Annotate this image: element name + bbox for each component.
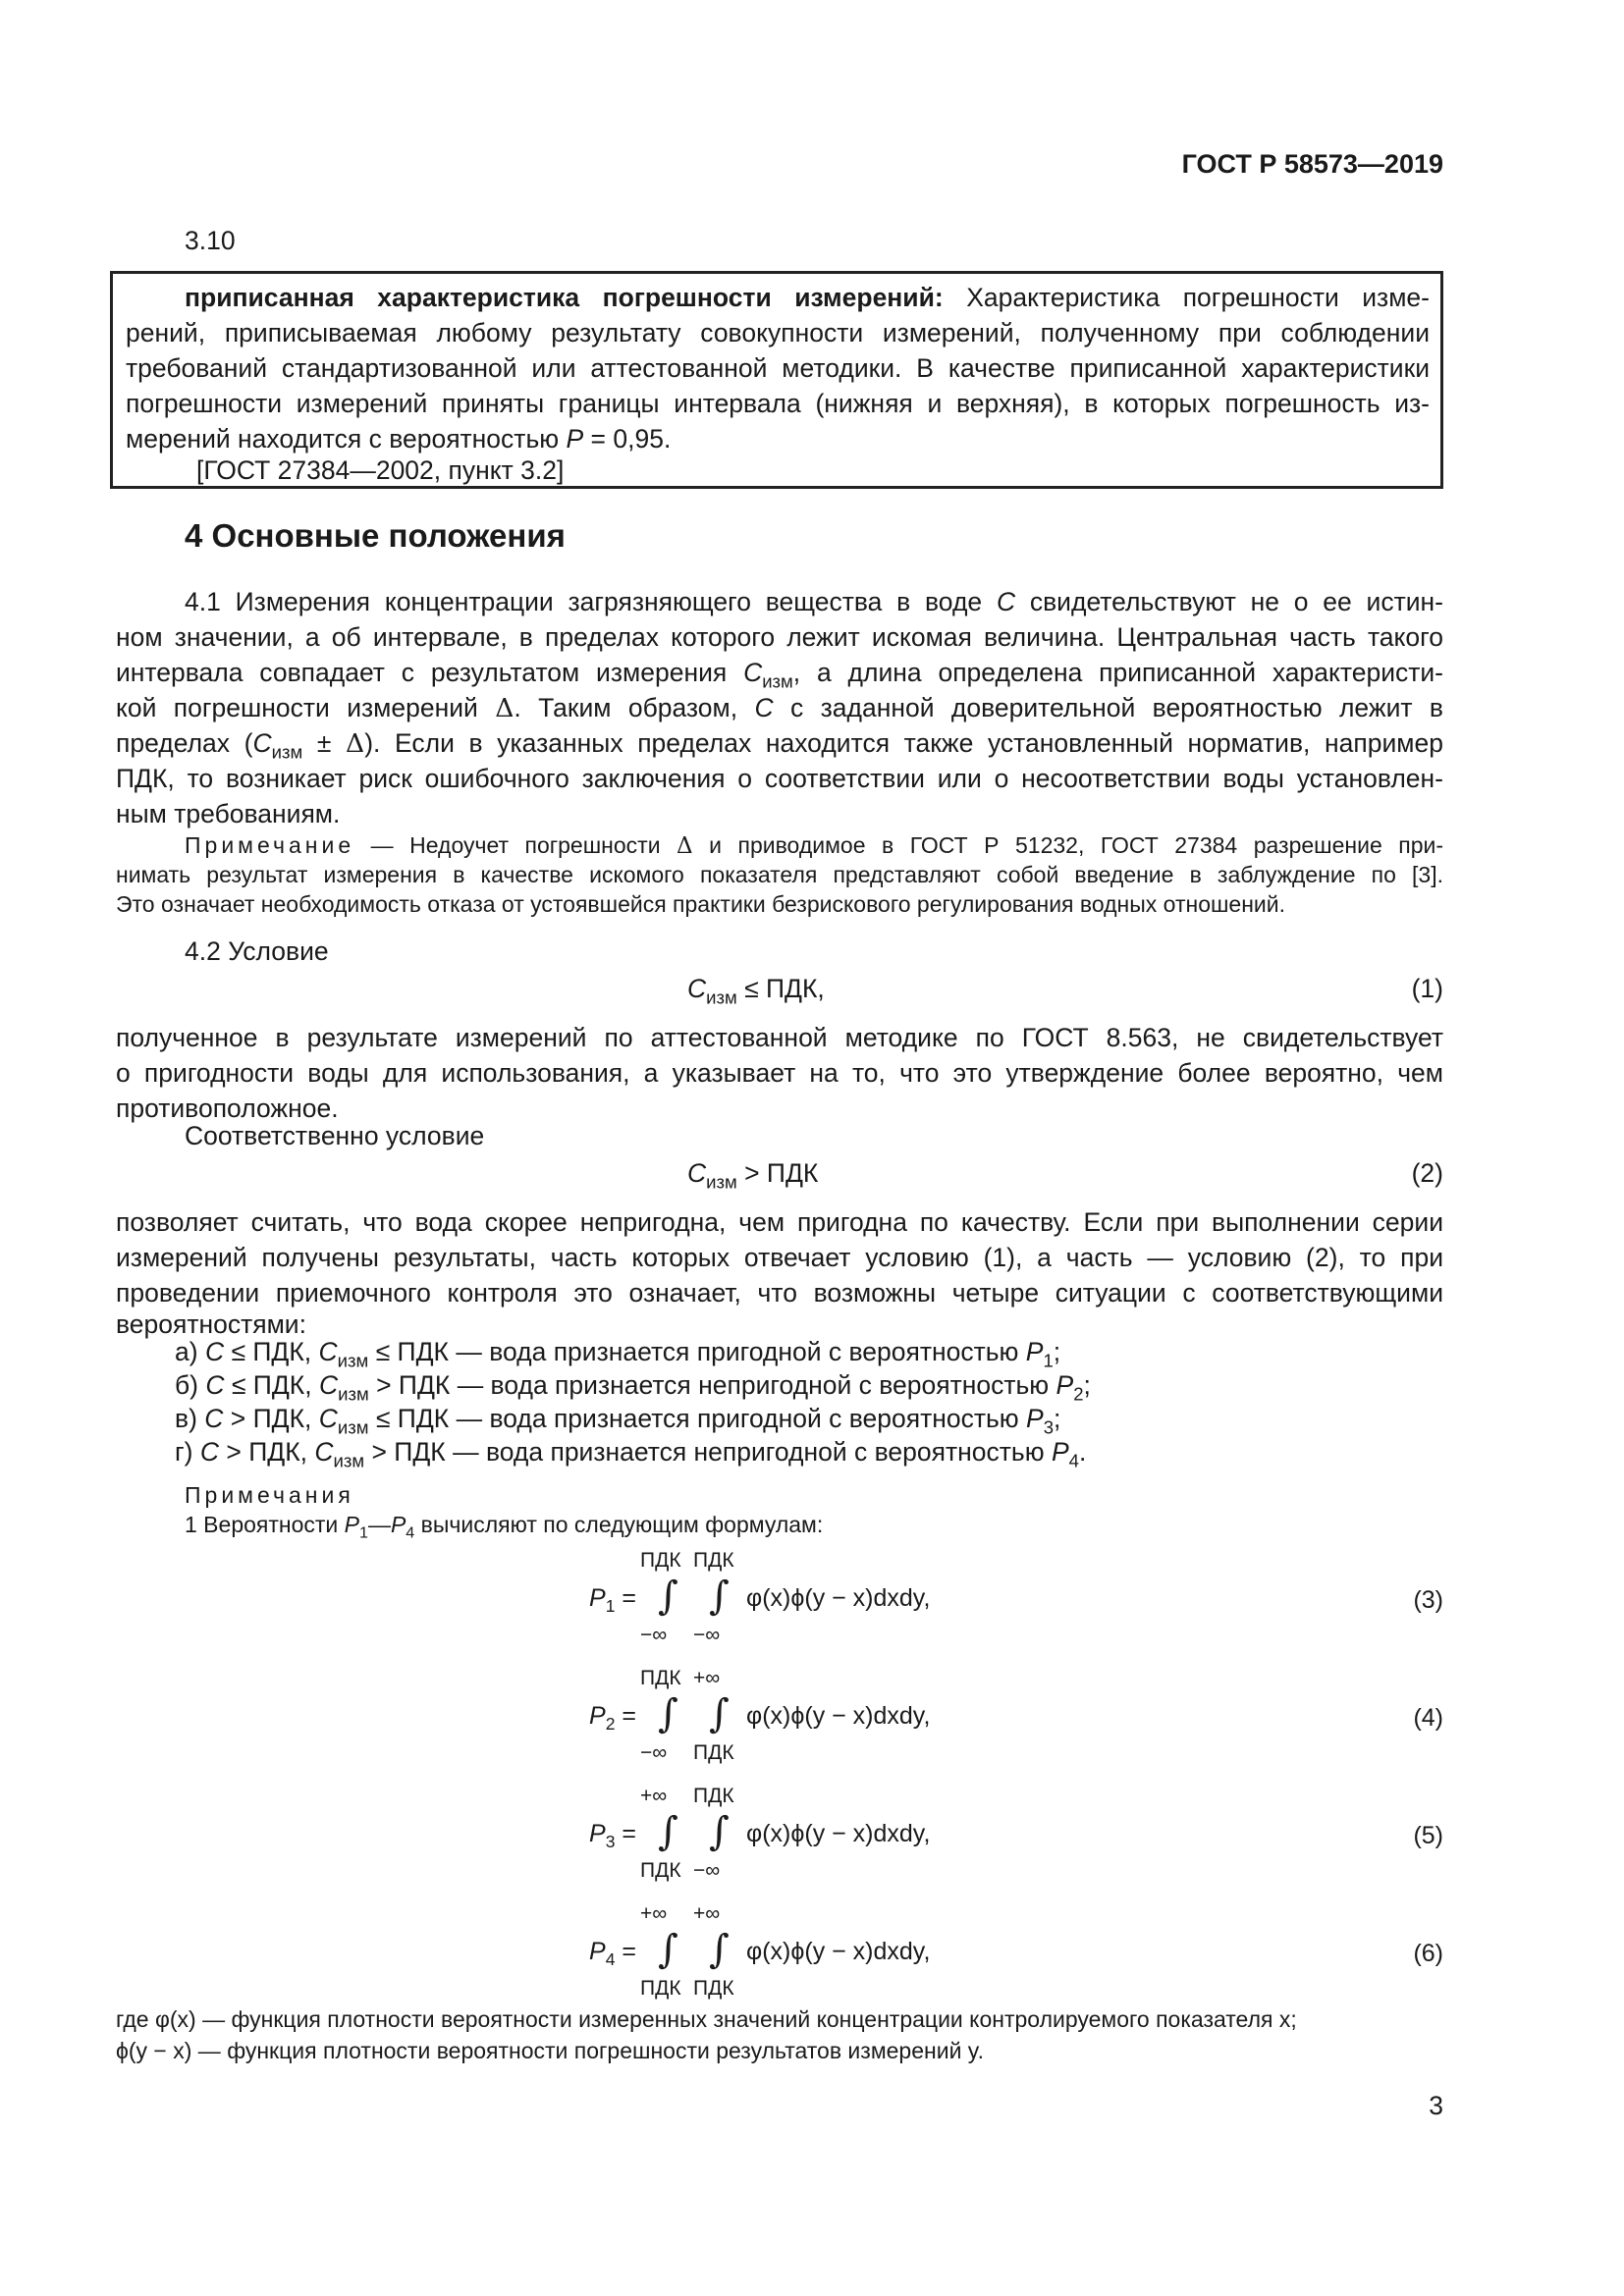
integral-1-sign: ∫ (658, 1574, 678, 1619)
p41-line-3: интервала совпадает с результатом измерения $C_{изм}$, а длина определена приписанной характеристи- (116, 658, 1444, 692)
where-line-2: ϕ(y − x) — функция плотности вероятности погрешности результатов измерений y. (116, 2038, 984, 2063)
integrand: φ(x)ϕ(y − x)dxdy, (746, 1938, 931, 1965)
integral-1-sign: ∫ (658, 1927, 678, 1972)
situation-item: в) C > ПДК, $C_{изм}$ ≤ ПДК — вода признается пригодной с вероятностью $P_3$; (175, 1404, 1061, 1438)
formula-number: (5) (1413, 1822, 1443, 1849)
p42-line-4: Соответственно условие (185, 1121, 485, 1150)
integral-2-upper: ПДК (693, 1549, 734, 1572)
situation-item: г) C > ПДК, $C_{изм}$ > ПДК — вода признается непригодной с вероятностью $P_4$. (175, 1437, 1087, 1471)
p42-line-7: проведении приемочного контроля это означает, что возможны четыре ситуации с соответствующими (116, 1278, 1443, 1308)
integral-1-sign: ∫ (658, 1691, 678, 1736)
note-1-line-3: Это означает необходимость отказа от устоявшейся практики безрискового регулирования водных отношений. (116, 891, 1286, 917)
notes-label: Примечания (185, 1482, 354, 1508)
p42-line-1: полученное в результате измерений по аттестованной методике по ГОСТ 8.563, не свидетельствует (116, 1023, 1443, 1052)
definition-line-1 (126, 281, 1430, 316)
where-line-1: где φ(x) — функция плотности вероятности измеренных значений концентрации контролируемого показателя x; (116, 2006, 1297, 2032)
p41-line-5: пределах $(C_{изм} \pm \Delta)$. Если в указанных пределах находится также установленный норматив, например (116, 728, 1443, 763)
integral-2-lower: ПДК (693, 1977, 734, 2000)
p42-line-2: о пригодности воды для использования, а указывает на то, что это утверждение более вероятно, чем (116, 1058, 1443, 1088)
integral-1-lower: ПДК (640, 1977, 681, 2000)
definition-line-4: погрешности измерений приняты границы интервала (нижняя и верхняя), в которых погрешность из- (126, 389, 1430, 418)
equation-2-number: (2) (1411, 1158, 1443, 1188)
p42-line-3: противоположное. (116, 1094, 339, 1123)
integral-1-sign: ∫ (658, 1809, 678, 1854)
integral-1-lower: ПДК (640, 1859, 681, 1882)
equation-1-number: (1) (1411, 974, 1443, 1003)
equation-1: $C_{изм}$ ≤ ПДК, (687, 974, 825, 1008)
integral-2-sign: ∫ (709, 1927, 730, 1972)
p42-line-6: измерений получены результаты, часть которых отвечает условию (1), а часть — условию (2), то при (116, 1243, 1443, 1272)
formula-number: (4) (1413, 1704, 1443, 1732)
situation-item: а) C ≤ ПДК, $C_{изм}$ ≤ ПДК — вода признается пригодной с вероятностью $P_1$; (175, 1337, 1061, 1371)
section-title: 4 Основные положения (185, 517, 566, 554)
integrand: φ(x)ϕ(y − x)dxdy, (746, 1702, 931, 1730)
integral-1-upper: ПДК (640, 1667, 681, 1689)
term-number: 3.10 (185, 226, 236, 255)
p41-line-7: ным требованиям. (116, 799, 341, 828)
integral-2-sign: ∫ (709, 1809, 730, 1854)
integral-2-upper: +∞ (693, 1902, 721, 1925)
p41-line-4: кой погрешности измерений Δ. Таким образом, C с заданной доверительной вероятностью лежит в (116, 693, 1443, 723)
formula-lhs: $P_3$ = (589, 1820, 636, 1852)
integrand: φ(x)ϕ(y − x)dxdy, (746, 1820, 931, 1847)
integrand: φ(x)ϕ(y − x)dxdy, (746, 1584, 931, 1612)
note-1-line-2: нимать результат измерения в качестве искомого показателя представляют собой введение в заблуждение по [3]. (116, 862, 1443, 887)
integral-1-lower: −∞ (640, 1741, 668, 1764)
integral-2-sign: ∫ (709, 1691, 730, 1736)
p41-line-2: ном значении, а об интервале, в пределах которого лежит искомая величина. Центральная часть такого (116, 622, 1443, 652)
integral-2-upper: ПДК (693, 1785, 734, 1807)
integral-2-lower: −∞ (693, 1624, 721, 1646)
integral-1-upper: +∞ (640, 1785, 668, 1807)
document-id: ГОСТ Р 58573—2019 (1181, 149, 1443, 179)
note-2-line-1: 1 Вероятности $P_1—P_4$ вычисляют по следующим формулам: (185, 1512, 824, 1542)
situation-item: б) C ≤ ПДК, $C_{изм}$ > ПДК — вода признается непригодной с вероятностью $P_2$; (175, 1370, 1091, 1405)
definition-text: Характеристика погрешности изме- (943, 283, 1430, 312)
p41-line-1: 4.1 Измерения концентрации загрязняющего вещества в воде C свидетельствуют не о ее истин- (185, 587, 1443, 616)
equation-2: $C_{изм}$ > ПДК (687, 1158, 819, 1193)
definition-line-2: рений, приписываемая любому результату совокупности измерений, полученному при соблюдении (126, 318, 1430, 347)
note-1-line-1: Примечание — Недоучет погрешности Δ и приводимое в ГОСТ Р 51232, ГОСТ 27384 разрешение при- (185, 832, 1443, 859)
p41-line-6: ПДК, то возникает риск ошибочного заключения о соответствии или о несоответствии воды установлен- (116, 764, 1443, 793)
formula-lhs: $P_4$ = (589, 1938, 636, 1970)
integral-2-lower: −∞ (693, 1859, 721, 1882)
formula-lhs: $P_1$ = (589, 1584, 636, 1617)
definition-line-3: требований стандартизованной или аттестованной методики. В качестве приписанной характеристики (126, 353, 1430, 383)
integral-1-lower: −∞ (640, 1624, 668, 1646)
definition-line-5: мерений находится с вероятностью P = 0,95. (126, 424, 672, 454)
integral-2-sign: ∫ (709, 1574, 730, 1619)
formula-number: (6) (1413, 1940, 1443, 1967)
integral-2-upper: +∞ (693, 1667, 721, 1689)
formula-number: (3) (1413, 1586, 1443, 1614)
integral-1-upper: +∞ (640, 1902, 668, 1925)
formula-lhs: $P_2$ = (589, 1702, 636, 1735)
integral-1-upper: ПДК (640, 1549, 681, 1572)
definition-source: [ГОСТ 27384—2002, пункт 3.2] (196, 455, 565, 485)
integral-2-lower: ПДК (693, 1741, 734, 1764)
p42-intro: 4.2 Условие (185, 936, 329, 966)
p42-line-8: вероятностями: (116, 1309, 306, 1339)
page-number: 3 (1429, 2091, 1443, 2120)
p42-line-5: позволяет считать, что вода скорее непригодна, чем пригодна по качеству. Если при выполнении серии (116, 1207, 1443, 1237)
term-title: приписанная характеристика погрешности измерений: (185, 283, 944, 312)
